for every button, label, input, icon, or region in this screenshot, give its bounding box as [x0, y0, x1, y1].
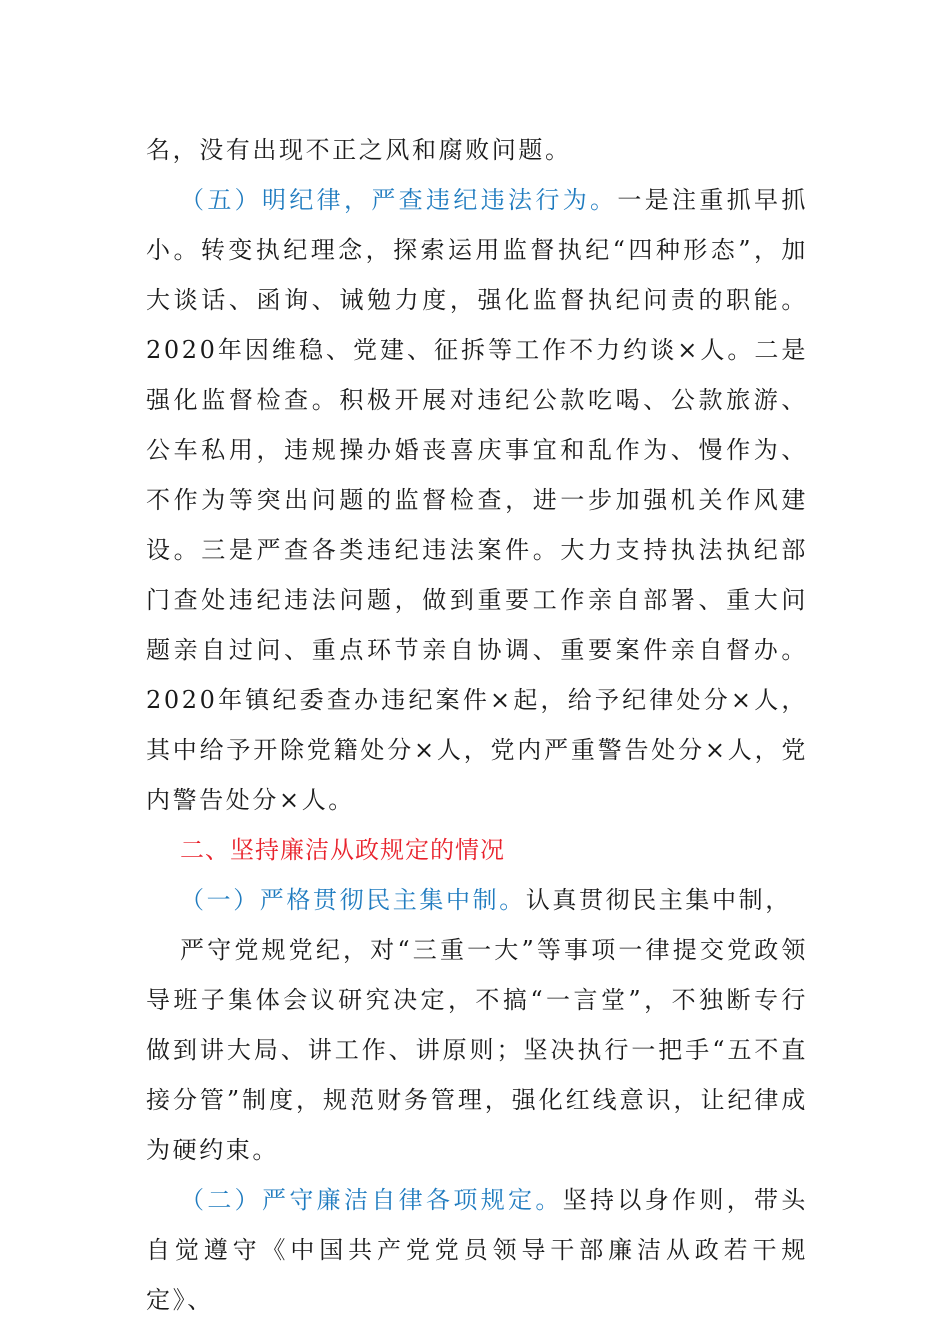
- paragraph-section-2: [146, 1175, 808, 1325]
- document-body: [146, 125, 808, 1325]
- paragraph-section-5: [146, 175, 808, 825]
- paragraph-section-1: [146, 875, 808, 925]
- paragraph-text: 一是注重抓早抓小。转变执纪理念，探索运用监督执纪“四种形态”，加大谈话、函询、诫勉力度，强化监督执纪问责的职能。2020年因维稳、党建、征拆等工作不力约谈×人。二是强化监督检查。积极开展对违纪公款吃喝、公款旅游、公车私用，违规操办婚丧喜庆事宜和乱作为、慢作为、不作为等突出问题的监督检查，进一步加强机关作风建设。三是严查各类违纪违法案件。大力支持执法执纪部门查处违纪违法问题，做到重要工作亲自部署、重大问题亲自过问、重点环节亲自协调、重要案件亲自督办。2020年镇纪委查办违纪案件×起，给予纪律处分×人，其中给予开除党籍处分×人，党内严重警告处分×人，党内警告处分×人。: [146, 186, 808, 814]
- paragraph-text: 严守党规党纪，对“三重一大”等事项一律提交党政领导班子集体会议研究决定，不搞“一言堂”，不独断专行做到讲大局、讲工作、讲原则；坚决执行一把手“五不直接分管”制度，规范财务管理，强化红线意识，让纪律成为硬约束。: [146, 936, 808, 1164]
- paragraph-continued: [146, 125, 808, 175]
- paragraph-section-1-continued: [146, 925, 808, 1175]
- section-title: （一）严格贯彻民主集中制。: [180, 886, 526, 914]
- paragraph-text: 坚持以身作则，带头自觉遵守《中国共产党党员领导干部廉洁从政若干规定》、: [146, 1186, 808, 1314]
- chapter-heading: 二、坚持廉洁从政规定的情况: [180, 836, 505, 864]
- section-title: （二）严守廉洁自律各项规定。: [180, 1186, 563, 1214]
- section-title: （五）明纪律，严查违纪违法行为。: [180, 186, 618, 214]
- paragraph-text: 名，没有出现不正之风和腐败问题。: [146, 136, 572, 164]
- paragraph-text: 认真贯彻民主集中制，: [525, 886, 792, 914]
